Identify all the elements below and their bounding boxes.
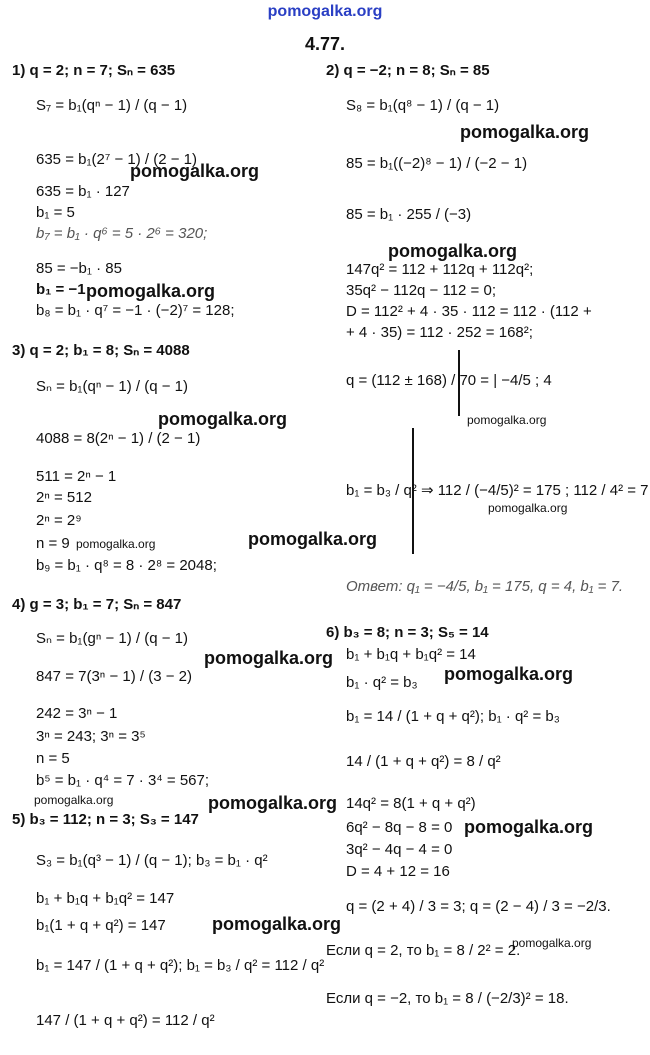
formula-line: Если q = 2, то b₁ = 8 / 2² = 2.	[326, 942, 521, 959]
formula-line: 85 = −b₁ · 85	[36, 260, 122, 277]
answer-line: Ответ: q₁ = −4/5, b₁ = 175, q = 4, b₁ = 7.	[346, 578, 624, 595]
watermark: pomogalka.org	[130, 161, 260, 181]
formula-line: b₁(1 + q + q²) = 147	[36, 917, 166, 934]
formula-line: 511 = 2ⁿ − 1	[36, 468, 117, 485]
formula-line: q = (2 + 4) / 3 = 3; q = (2 − 4) / 3 = −2/3.	[346, 898, 611, 915]
formula-line: b₁ = 14 / (1 + q + q²); b₁ · q² = b₃	[346, 708, 560, 725]
formula-line: 242 = 3ⁿ − 1	[36, 705, 118, 722]
formula-line: b₇ = b₁ · q⁶ = 5 · 2⁶ = 320;	[36, 225, 208, 242]
formula-line: 635 = b₁ · 127	[36, 183, 130, 200]
watermark: pomogalka.org	[512, 936, 592, 950]
formula-line: q = (112 ± 168) / 70 = | −4/5 ; 4	[346, 372, 552, 389]
formula-line: b₁ = 5	[36, 204, 75, 221]
formula-line: D = 112² + 4 · 35 · 112 = 112 · (112 +	[346, 303, 592, 320]
formula-line: S₇ = b₁(qⁿ − 1) / (q − 1)	[36, 97, 188, 114]
formula-line: 6q² − 8q − 8 = 0	[346, 819, 453, 836]
formula-line: b₈ = b₁ · q⁷ = −1 · (−2)⁷ = 128;	[36, 302, 235, 319]
watermark: pomogalka.org	[86, 281, 216, 301]
watermark: pomogalka.org	[460, 122, 590, 142]
problem-1-conditions: 1) q = 2; n = 7; Sₙ = 635	[12, 62, 176, 79]
watermark: pomogalka.org	[467, 413, 547, 427]
watermark: pomogalka.org	[444, 664, 574, 684]
header-watermark: pomogalka.org	[267, 3, 383, 20]
formula-line: b₁ · q² = b₃	[346, 674, 418, 691]
formula-line: 2ⁿ = 512	[36, 489, 92, 506]
formula-line: b₁ = b₃ / q² ⇒ 112 / (−4/5)² = 175 ; 112 / 4² = 7	[346, 482, 649, 499]
formula-line: Sₙ = b₁(qⁿ − 1) / (q − 1)	[36, 378, 188, 395]
watermark: pomogalka.org	[388, 241, 518, 261]
watermark: pomogalka.org	[34, 793, 114, 807]
formula-line: 147 / (1 + q + q²) = 112 / q²	[36, 1012, 215, 1029]
formula-line: + 4 · 35) = 112 · 252 = 168²;	[346, 324, 533, 341]
formula-line: b⁵ = b₁ · q⁴ = 7 · 3⁴ = 567;	[36, 772, 210, 789]
formula-line: n = 5	[36, 750, 70, 767]
formula-line: b₁ = −1	[36, 281, 86, 298]
formula-line: S₈ = b₁(q⁸ − 1) / (q − 1)	[346, 97, 500, 114]
formula-line: 85 = b₁((−2)⁸ − 1) / (−2 − 1)	[346, 155, 528, 172]
formula-line: 2ⁿ = 2⁹	[36, 512, 82, 529]
watermark: pomogalka.org	[212, 914, 342, 934]
formula-line: 635 = b₁(2⁷ − 1) / (2 − 1)	[36, 151, 197, 168]
watermark: pomogalka.org	[204, 648, 334, 668]
watermark: pomogalka.org	[76, 537, 156, 551]
formula-line: 14q² = 8(1 + q + q²)	[346, 795, 476, 812]
formula-line: S₃ = b₁(q³ − 1) / (q − 1); b₃ = b₁ · q²	[36, 852, 268, 869]
formula-line: 147q² = 112 + 112q + 112q²;	[346, 261, 534, 278]
formula-line: D = 4 + 12 = 16	[346, 863, 450, 880]
formula-line: Если q = −2, то b₁ = 8 / (−2/3)² = 18.	[326, 990, 569, 1007]
watermark: pomogalka.org	[488, 501, 568, 515]
formula-line: 85 = b₁ · 255 / (−3)	[346, 206, 472, 223]
formula-line: b₁ + b₁q + b₁q² = 147	[36, 890, 175, 907]
watermark: pomogalka.org	[158, 409, 288, 429]
formula-line: n = 9	[36, 535, 70, 552]
formula-line: 847 = 7(3ⁿ − 1) / (3 − 2)	[36, 668, 192, 685]
watermark: pomogalka.org	[464, 817, 594, 837]
formula-line: b₁ + b₁q + b₁q² = 14	[346, 646, 476, 663]
problem-title: 4.77.	[304, 34, 346, 54]
formula-line: 4088 = 8(2ⁿ − 1) / (2 − 1)	[36, 430, 201, 447]
problem-6-conditions: 6) b₃ = 8; n = 3; S₅ = 14	[326, 624, 489, 641]
formula-line: 14 / (1 + q + q²) = 8 / q²	[346, 753, 501, 770]
formula-line: 35q² − 112q − 112 = 0;	[346, 282, 496, 299]
formula-line: 3q² − 4q − 4 = 0	[346, 841, 453, 858]
formula-line: 3ⁿ = 243; 3ⁿ = 3⁵	[36, 728, 146, 745]
problem-4-conditions: 4) g = 3; b₁ = 7; Sₙ = 847	[12, 596, 182, 613]
formula-line: b₉ = b₁ · q⁸ = 8 · 2⁸ = 2048;	[36, 557, 217, 574]
formula-line: Sₙ = b₁(gⁿ − 1) / (q − 1)	[36, 630, 188, 647]
watermark: pomogalka.org	[208, 793, 338, 813]
watermark: pomogalka.org	[248, 529, 378, 549]
problem-5-conditions: 5) b₃ = 112; n = 3; S₃ = 147	[12, 811, 199, 828]
formula-line: b₁ = 147 / (1 + q + q²); b₁ = b₃ / q² = 112 / q²	[36, 957, 325, 974]
problem-3-conditions: 3) q = 2; b₁ = 8; Sₙ = 4088	[12, 342, 190, 359]
problem-2-conditions: 2) q = −2; n = 8; Sₙ = 85	[326, 62, 490, 79]
